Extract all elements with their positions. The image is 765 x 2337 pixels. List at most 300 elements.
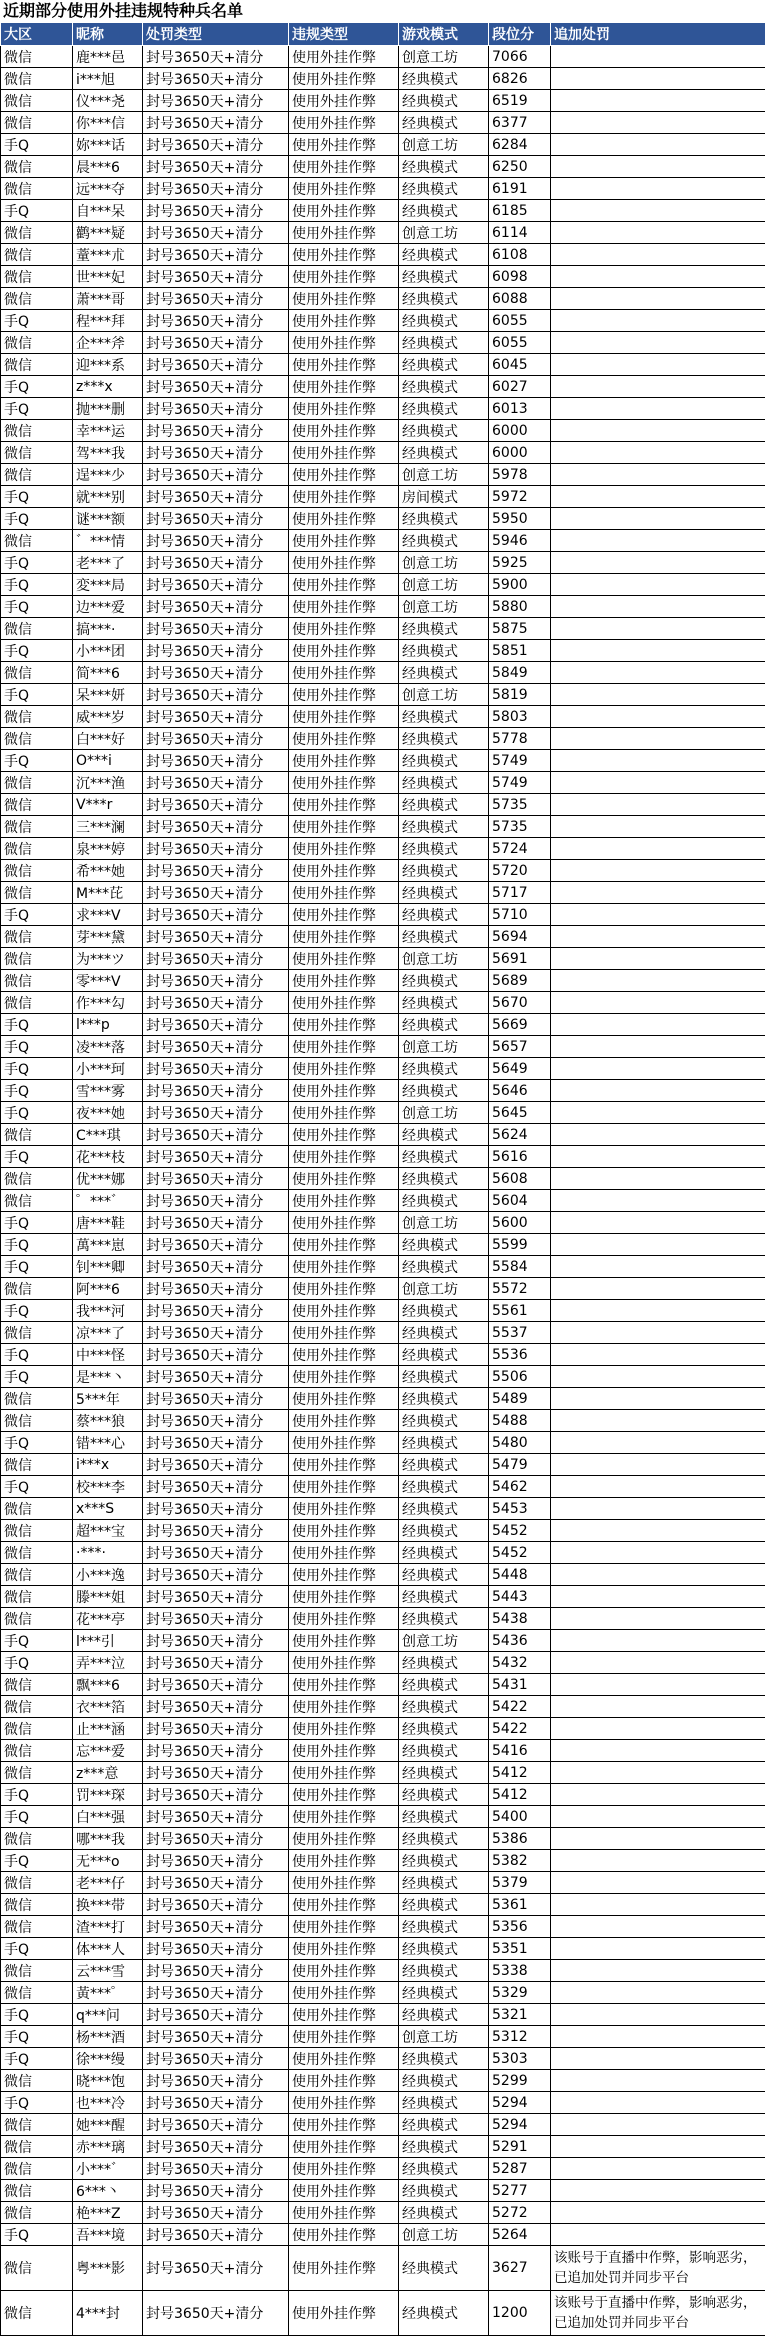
header-extra-penalty: 追加处罚 — [551, 23, 765, 46]
table-row — [1, 750, 765, 772]
cell-game-mode: 经典模式 — [399, 1542, 489, 1564]
cell-game-mode: 创意工坊 — [399, 2224, 489, 2246]
cell-nickname: 栬***Z — [73, 2202, 143, 2224]
cell-penalty-type: 封号3650天+清分 — [143, 1586, 289, 1608]
cell-game-mode: 经典模式 — [399, 1058, 489, 1080]
cell-region: 微信 — [1, 178, 73, 200]
cell-violation-type: 使用外挂作弊 — [289, 1520, 399, 1542]
cell-rank-score: 5453 — [489, 1498, 551, 1520]
cell-rank-score: 5689 — [489, 970, 551, 992]
cell-nickname: 粤***影 — [73, 2246, 143, 2291]
cell-extra-penalty — [551, 882, 765, 904]
cell-extra-penalty — [551, 420, 765, 442]
page-title: 近期部分使用外挂违规特种兵名单 — [3, 1, 244, 20]
cell-penalty-type: 封号3650天+清分 — [143, 1388, 289, 1410]
cell-rank-score: 5950 — [489, 508, 551, 530]
cell-nickname: 程***拜 — [73, 310, 143, 332]
header-violation-type: 违规类型 — [289, 23, 399, 46]
cell-game-mode: 创意工坊 — [399, 2026, 489, 2048]
cell-region: 手Q — [1, 134, 73, 156]
cell-extra-penalty — [551, 2092, 765, 2114]
cell-penalty-type: 封号3650天+清分 — [143, 1674, 289, 1696]
cell-violation-type: 使用外挂作弊 — [289, 926, 399, 948]
cell-rank-score: 5972 — [489, 486, 551, 508]
cell-region: 微信 — [1, 860, 73, 882]
cell-extra-penalty — [551, 1762, 765, 1784]
cell-violation-type: 使用外挂作弊 — [289, 2114, 399, 2136]
cell-rank-score: 5536 — [489, 1344, 551, 1366]
cell-region: 手Q — [1, 1344, 73, 1366]
cell-nickname: 唐***鞋 — [73, 1212, 143, 1234]
cell-rank-score: 5900 — [489, 574, 551, 596]
cell-nickname: 钊***卿 — [73, 1256, 143, 1278]
cell-rank-score: 5599 — [489, 1234, 551, 1256]
cell-violation-type: 使用外挂作弊 — [289, 728, 399, 750]
cell-nickname: l***引 — [73, 1630, 143, 1652]
cell-nickname: 小***゛ — [73, 2158, 143, 2180]
cell-violation-type: 使用外挂作弊 — [289, 794, 399, 816]
table-row — [1, 1410, 765, 1432]
cell-nickname: 花***枝 — [73, 1146, 143, 1168]
cell-rank-score: 5724 — [489, 838, 551, 860]
cell-nickname: 渣***打 — [73, 1916, 143, 1938]
cell-game-mode: 创意工坊 — [399, 1630, 489, 1652]
cell-rank-score: 5537 — [489, 1322, 551, 1344]
cell-penalty-type: 封号3650天+清分 — [143, 376, 289, 398]
cell-region: 微信 — [1, 68, 73, 90]
cell-penalty-type: 封号3650天+清分 — [143, 2070, 289, 2092]
cell-extra-penalty — [551, 1102, 765, 1124]
cell-extra-penalty — [551, 728, 765, 750]
cell-rank-score: 5851 — [489, 640, 551, 662]
cell-violation-type: 使用外挂作弊 — [289, 2224, 399, 2246]
cell-game-mode: 创意工坊 — [399, 134, 489, 156]
table-row — [1, 1652, 765, 1674]
cell-rank-score: 5299 — [489, 2070, 551, 2092]
cell-violation-type: 使用外挂作弊 — [289, 1894, 399, 1916]
cell-nickname: 白***强 — [73, 1806, 143, 1828]
cell-extra-penalty — [551, 706, 765, 728]
cell-game-mode: 经典模式 — [399, 1014, 489, 1036]
cell-extra-penalty — [551, 860, 765, 882]
cell-rank-score: 5400 — [489, 1806, 551, 1828]
cell-game-mode: 经典模式 — [399, 354, 489, 376]
cell-game-mode: 经典模式 — [399, 1916, 489, 1938]
cell-rank-score: 5717 — [489, 882, 551, 904]
cell-game-mode: 经典模式 — [399, 200, 489, 222]
cell-rank-score: 5624 — [489, 1124, 551, 1146]
cell-region: 微信 — [1, 970, 73, 992]
table-row — [1, 1872, 765, 1894]
cell-game-mode: 创意工坊 — [399, 1278, 489, 1300]
cell-extra-penalty — [551, 1740, 765, 1762]
cell-penalty-type: 封号3650天+清分 — [143, 486, 289, 508]
cell-penalty-type: 封号3650天+清分 — [143, 2224, 289, 2246]
cell-extra-penalty — [551, 222, 765, 244]
cell-region: 微信 — [1, 2070, 73, 2092]
cell-penalty-type: 封号3650天+清分 — [143, 442, 289, 464]
cell-extra-penalty — [551, 398, 765, 420]
cell-rank-score: 5670 — [489, 992, 551, 1014]
cell-violation-type: 使用外挂作弊 — [289, 442, 399, 464]
cell-game-mode: 经典模式 — [399, 1080, 489, 1102]
cell-region: 微信 — [1, 1520, 73, 1542]
cell-violation-type: 使用外挂作弊 — [289, 178, 399, 200]
cell-nickname: 6***丶 — [73, 2180, 143, 2202]
cell-extra-penalty — [551, 2180, 765, 2202]
cell-game-mode: 经典模式 — [399, 178, 489, 200]
cell-extra-penalty — [551, 552, 765, 574]
cell-rank-score: 5294 — [489, 2114, 551, 2136]
table-row — [1, 420, 765, 442]
cell-penalty-type: 封号3650天+清分 — [143, 1146, 289, 1168]
cell-penalty-type: 封号3650天+清分 — [143, 882, 289, 904]
cell-rank-score: 6055 — [489, 310, 551, 332]
table-row — [1, 1388, 765, 1410]
cell-nickname: 4***封 — [73, 2291, 143, 2336]
cell-game-mode: 创意工坊 — [399, 596, 489, 618]
cell-game-mode: 经典模式 — [399, 2070, 489, 2092]
cell-rank-score: 5356 — [489, 1916, 551, 1938]
cell-region: 微信 — [1, 244, 73, 266]
cell-extra-penalty — [551, 1146, 765, 1168]
cell-region: 微信 — [1, 662, 73, 684]
cell-extra-penalty — [551, 1982, 765, 2004]
cell-game-mode: 经典模式 — [399, 1652, 489, 1674]
cell-region: 微信 — [1, 1190, 73, 1212]
cell-game-mode: 经典模式 — [399, 1894, 489, 1916]
cell-extra-penalty — [551, 1300, 765, 1322]
cell-rank-score: 5875 — [489, 618, 551, 640]
cell-rank-score: 1200 — [489, 2291, 551, 2336]
cell-extra-penalty — [551, 1564, 765, 1586]
cell-violation-type: 使用外挂作弊 — [289, 420, 399, 442]
cell-violation-type: 使用外挂作弊 — [289, 970, 399, 992]
cell-violation-type: 使用外挂作弊 — [289, 376, 399, 398]
cell-nickname: 世***妃 — [73, 266, 143, 288]
cell-region: 微信 — [1, 2202, 73, 2224]
cell-extra-penalty — [551, 948, 765, 970]
cell-nickname: 白***好 — [73, 728, 143, 750]
cell-game-mode: 经典模式 — [399, 618, 489, 640]
cell-region: 微信 — [1, 1168, 73, 1190]
cell-game-mode: 经典模式 — [399, 2158, 489, 2180]
cell-nickname: 弄***泣 — [73, 1652, 143, 1674]
cell-extra-penalty — [551, 1718, 765, 1740]
cell-game-mode: 创意工坊 — [399, 948, 489, 970]
cell-nickname: 晓***饱 — [73, 2070, 143, 2092]
cell-region: 微信 — [1, 1872, 73, 1894]
cell-extra-penalty — [551, 200, 765, 222]
cell-nickname: 超***宝 — [73, 1520, 143, 1542]
table-row — [1, 1894, 765, 1916]
cell-rank-score: 5600 — [489, 1212, 551, 1234]
cell-region: 微信 — [1, 2180, 73, 2202]
cell-penalty-type: 封号3650天+清分 — [143, 706, 289, 728]
cell-extra-penalty — [551, 772, 765, 794]
cell-rank-score: 5379 — [489, 1872, 551, 1894]
cell-extra-penalty: 该账号于直播中作弊，影响恶劣，已追加处罚并同步平台 — [551, 2246, 765, 2291]
cell-region: 微信 — [1, 1278, 73, 1300]
cell-penalty-type: 封号3650天+清分 — [143, 926, 289, 948]
cell-game-mode: 经典模式 — [399, 288, 489, 310]
cell-nickname: 罚***琛 — [73, 1784, 143, 1806]
cell-extra-penalty — [551, 530, 765, 552]
cell-rank-score: 5287 — [489, 2158, 551, 2180]
cell-rank-score: 6000 — [489, 420, 551, 442]
cell-nickname: 萬***崽 — [73, 1234, 143, 1256]
cell-nickname: 为***ツ — [73, 948, 143, 970]
cell-violation-type: 使用外挂作弊 — [289, 1036, 399, 1058]
cell-extra-penalty — [551, 2114, 765, 2136]
cell-violation-type: 使用外挂作弊 — [289, 112, 399, 134]
cell-violation-type: 使用外挂作弊 — [289, 244, 399, 266]
cell-penalty-type: 封号3650天+清分 — [143, 1652, 289, 1674]
cell-rank-score: 5880 — [489, 596, 551, 618]
cell-region: 手Q — [1, 1938, 73, 1960]
cell-rank-score: 5506 — [489, 1366, 551, 1388]
cell-nickname: 凌***落 — [73, 1036, 143, 1058]
cell-nickname: 呆***妍 — [73, 684, 143, 706]
cell-rank-score: 5608 — [489, 1168, 551, 1190]
cell-region: 微信 — [1, 882, 73, 904]
cell-game-mode: 经典模式 — [399, 706, 489, 728]
cell-violation-type: 使用外挂作弊 — [289, 1344, 399, 1366]
cell-penalty-type: 封号3650天+清分 — [143, 1498, 289, 1520]
cell-game-mode: 经典模式 — [399, 1696, 489, 1718]
cell-violation-type: 使用外挂作弊 — [289, 772, 399, 794]
table-row — [1, 1146, 765, 1168]
cell-penalty-type: 封号3650天+清分 — [143, 332, 289, 354]
cell-extra-penalty — [551, 2004, 765, 2026]
cell-game-mode: 经典模式 — [399, 838, 489, 860]
cell-extra-penalty — [551, 1674, 765, 1696]
cell-region: 手Q — [1, 552, 73, 574]
table-row — [1, 464, 765, 486]
cell-rank-score: 5422 — [489, 1718, 551, 1740]
cell-region: 微信 — [1, 1960, 73, 1982]
cell-nickname: 哪***我 — [73, 1828, 143, 1850]
cell-game-mode: 经典模式 — [399, 926, 489, 948]
cell-penalty-type: 封号3650天+清分 — [143, 530, 289, 552]
cell-region: 微信 — [1, 1894, 73, 1916]
cell-region: 微信 — [1, 156, 73, 178]
cell-region: 手Q — [1, 1212, 73, 1234]
cell-rank-score: 5616 — [489, 1146, 551, 1168]
cell-nickname: 鹳***疑 — [73, 222, 143, 244]
cell-game-mode: 创意工坊 — [399, 1036, 489, 1058]
table-row — [1, 1608, 765, 1630]
table-row — [1, 112, 765, 134]
cell-rank-score: 5361 — [489, 1894, 551, 1916]
cell-region: 手Q — [1, 1432, 73, 1454]
cell-penalty-type: 封号3650天+清分 — [143, 1102, 289, 1124]
cell-rank-score: 5749 — [489, 750, 551, 772]
cell-game-mode: 经典模式 — [399, 508, 489, 530]
cell-extra-penalty — [551, 112, 765, 134]
cell-penalty-type: 封号3650天+清分 — [143, 200, 289, 222]
table-row — [1, 926, 765, 948]
cell-region: 微信 — [1, 332, 73, 354]
cell-violation-type: 使用外挂作弊 — [289, 706, 399, 728]
cell-extra-penalty — [551, 794, 765, 816]
table-row — [1, 1982, 765, 2004]
table-row — [1, 1234, 765, 1256]
cell-region: 手Q — [1, 508, 73, 530]
cell-rank-score: 7066 — [489, 46, 551, 68]
cell-game-mode: 经典模式 — [399, 1960, 489, 1982]
cell-violation-type: 使用外挂作弊 — [289, 1696, 399, 1718]
cell-violation-type: 使用外挂作弊 — [289, 1102, 399, 1124]
cell-game-mode: 经典模式 — [399, 1586, 489, 1608]
cell-nickname: 小***团 — [73, 640, 143, 662]
cell-rank-score: 5480 — [489, 1432, 551, 1454]
table-row — [1, 2180, 765, 2202]
cell-extra-penalty — [551, 178, 765, 200]
cell-rank-score: 6013 — [489, 398, 551, 420]
cell-region: 手Q — [1, 2004, 73, 2026]
table-row — [1, 1036, 765, 1058]
cell-game-mode: 经典模式 — [399, 1982, 489, 2004]
table-row — [1, 1696, 765, 1718]
cell-violation-type: 使用外挂作弊 — [289, 662, 399, 684]
cell-extra-penalty — [551, 1410, 765, 1432]
cell-region: 手Q — [1, 310, 73, 332]
cell-nickname: 杨***酒 — [73, 2026, 143, 2048]
cell-violation-type: 使用外挂作弊 — [289, 2092, 399, 2114]
cell-penalty-type: 封号3650天+清分 — [143, 2092, 289, 2114]
cell-game-mode: 经典模式 — [399, 442, 489, 464]
cell-rank-score: 5294 — [489, 2092, 551, 2114]
cell-extra-penalty — [551, 332, 765, 354]
cell-extra-penalty — [551, 1938, 765, 1960]
cell-violation-type: 使用外挂作弊 — [289, 222, 399, 244]
cell-extra-penalty — [551, 1586, 765, 1608]
cell-game-mode: 创意工坊 — [399, 46, 489, 68]
cell-game-mode: 经典模式 — [399, 1146, 489, 1168]
table-row — [1, 904, 765, 926]
cell-penalty-type: 封号3650天+清分 — [143, 750, 289, 772]
cell-extra-penalty — [551, 640, 765, 662]
cell-violation-type: 使用外挂作弊 — [289, 1828, 399, 1850]
cell-penalty-type: 封号3650天+清分 — [143, 1212, 289, 1234]
cell-extra-penalty — [551, 1454, 765, 1476]
cell-game-mode: 创意工坊 — [399, 684, 489, 706]
cell-game-mode: 创意工坊 — [399, 222, 489, 244]
table-row — [1, 618, 765, 640]
cell-rank-score: 5432 — [489, 1652, 551, 1674]
cell-violation-type: 使用外挂作弊 — [289, 1454, 399, 1476]
cell-rank-score: 6045 — [489, 354, 551, 376]
cell-nickname: 赤***璃 — [73, 2136, 143, 2158]
cell-violation-type: 使用外挂作弊 — [289, 1432, 399, 1454]
cell-rank-score: 6114 — [489, 222, 551, 244]
cell-region: 手Q — [1, 376, 73, 398]
cell-nickname: 搞***· — [73, 618, 143, 640]
cell-rank-score: 5431 — [489, 1674, 551, 1696]
cell-violation-type: 使用外挂作弊 — [289, 948, 399, 970]
cell-violation-type: 使用外挂作弊 — [289, 1256, 399, 1278]
cell-violation-type: 使用外挂作弊 — [289, 1586, 399, 1608]
cell-violation-type: 使用外挂作弊 — [289, 1322, 399, 1344]
cell-extra-penalty — [551, 1872, 765, 1894]
cell-region: 微信 — [1, 112, 73, 134]
cell-rank-score: 5669 — [489, 1014, 551, 1036]
cell-violation-type: 使用外挂作弊 — [289, 1674, 399, 1696]
cell-rank-score: 5462 — [489, 1476, 551, 1498]
table-row — [1, 838, 765, 860]
cell-nickname: 変***局 — [73, 574, 143, 596]
cell-extra-penalty — [551, 376, 765, 398]
table-row — [1, 244, 765, 266]
cell-violation-type: 使用外挂作弊 — [289, 1234, 399, 1256]
cell-penalty-type: 封号3650天+清分 — [143, 112, 289, 134]
cell-game-mode: 经典模式 — [399, 1872, 489, 1894]
table-row — [1, 772, 765, 794]
cell-penalty-type: 封号3650天+清分 — [143, 2048, 289, 2070]
cell-nickname: 黃***゜ — [73, 1982, 143, 2004]
cell-region: 微信 — [1, 288, 73, 310]
cell-extra-penalty — [551, 750, 765, 772]
cell-violation-type: 使用外挂作弊 — [289, 46, 399, 68]
cell-violation-type: 使用外挂作弊 — [289, 1652, 399, 1674]
cell-violation-type: 使用外挂作弊 — [289, 266, 399, 288]
cell-violation-type: 使用外挂作弊 — [289, 2180, 399, 2202]
cell-penalty-type: 封号3650天+清分 — [143, 398, 289, 420]
cell-region: 微信 — [1, 46, 73, 68]
cell-rank-score: 3627 — [489, 2246, 551, 2291]
cell-violation-type: 使用外挂作弊 — [289, 398, 399, 420]
cell-penalty-type: 封号3650天+清分 — [143, 1608, 289, 1630]
table-row — [1, 156, 765, 178]
cell-penalty-type: 封号3650天+清分 — [143, 1520, 289, 1542]
table-row — [1, 2291, 765, 2336]
cell-nickname: 鹿***邑 — [73, 46, 143, 68]
cell-game-mode: 经典模式 — [399, 992, 489, 1014]
cell-rank-score: 5649 — [489, 1058, 551, 1080]
cell-game-mode: 经典模式 — [399, 420, 489, 442]
cell-penalty-type: 封号3650天+清分 — [143, 288, 289, 310]
cell-game-mode: 经典模式 — [399, 2136, 489, 2158]
table-row — [1, 1916, 765, 1938]
cell-violation-type: 使用外挂作弊 — [289, 2246, 399, 2291]
cell-violation-type: 使用外挂作弊 — [289, 992, 399, 1014]
cell-penalty-type: 封号3650天+清分 — [143, 1850, 289, 1872]
table-row — [1, 1828, 765, 1850]
cell-extra-penalty — [551, 1036, 765, 1058]
cell-rank-score: 5386 — [489, 1828, 551, 1850]
cell-violation-type: 使用外挂作弊 — [289, 2202, 399, 2224]
cell-extra-penalty — [551, 310, 765, 332]
cell-nickname: 晨***6 — [73, 156, 143, 178]
cell-game-mode: 经典模式 — [399, 90, 489, 112]
cell-rank-score: 5443 — [489, 1586, 551, 1608]
cell-region: 微信 — [1, 1696, 73, 1718]
cell-rank-score: 6027 — [489, 376, 551, 398]
table-row — [1, 1102, 765, 1124]
cell-region: 手Q — [1, 1058, 73, 1080]
cell-extra-penalty — [551, 1366, 765, 1388]
cell-region: 微信 — [1, 2114, 73, 2136]
cell-violation-type: 使用外挂作弊 — [289, 1630, 399, 1652]
cell-nickname: 校***李 — [73, 1476, 143, 1498]
cell-rank-score: 5291 — [489, 2136, 551, 2158]
cell-violation-type: 使用外挂作弊 — [289, 332, 399, 354]
cell-nickname: 我***河 — [73, 1300, 143, 1322]
cell-game-mode: 经典模式 — [399, 530, 489, 552]
cell-rank-score: 5351 — [489, 1938, 551, 1960]
cell-game-mode: 经典模式 — [399, 1300, 489, 1322]
